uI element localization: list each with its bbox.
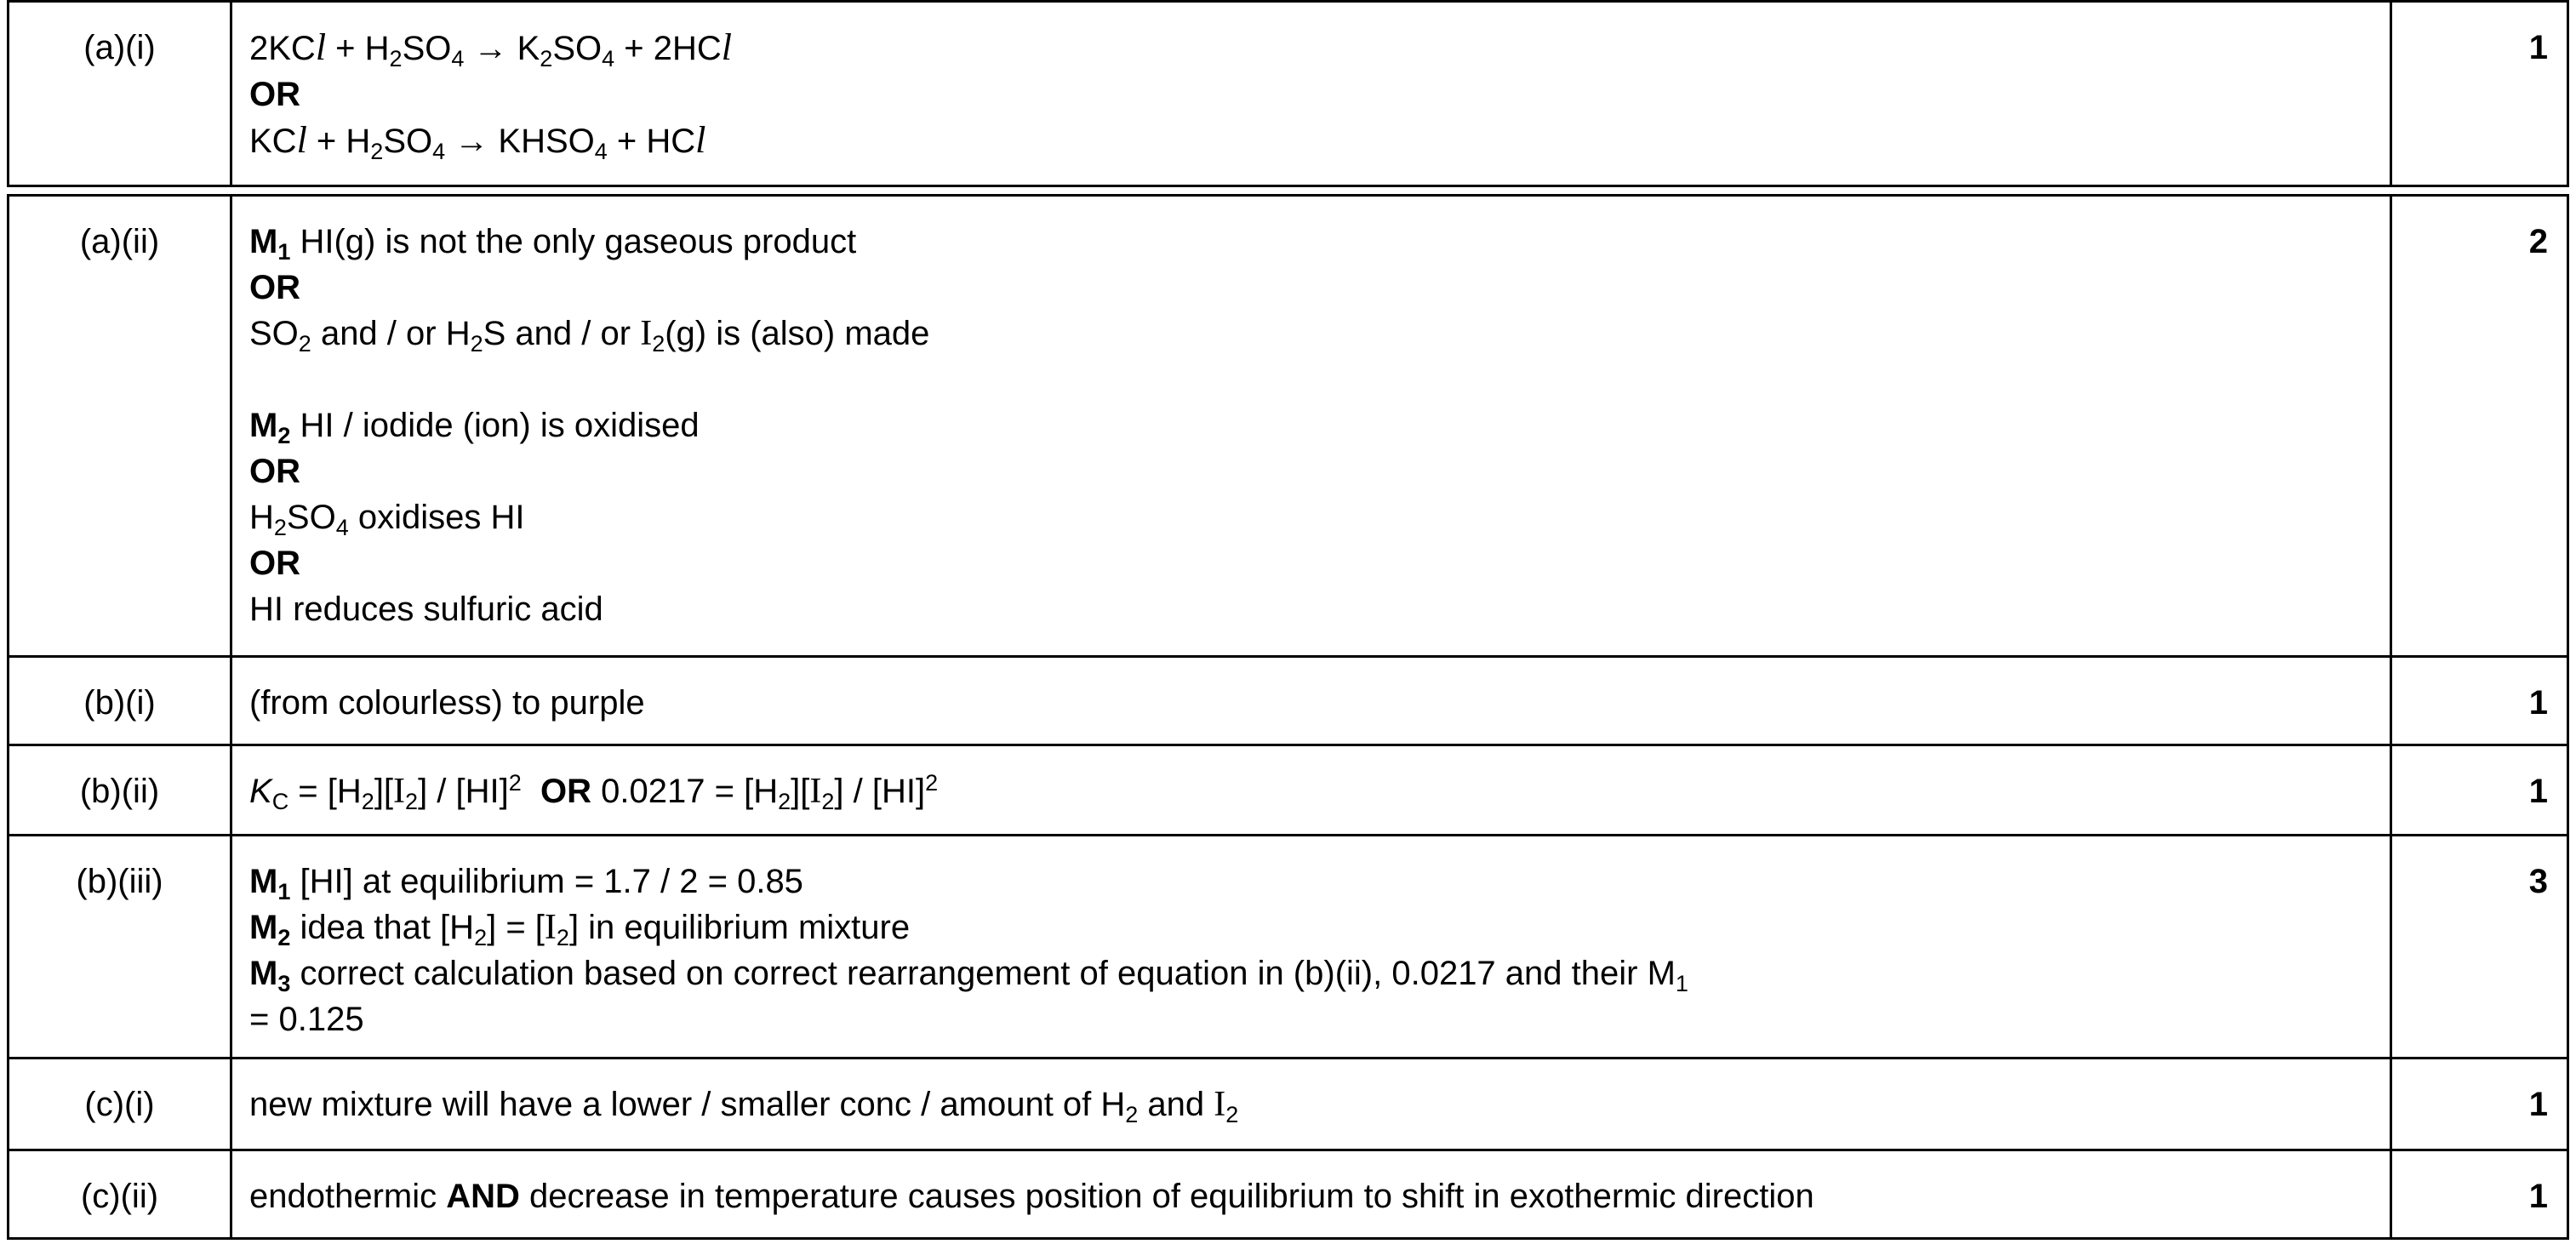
or-label: OR [540,773,592,810]
marks-cell: 1 [2528,773,2548,810]
marks-cell: 1 [2528,1086,2548,1123]
mark-point-text: [HI] at equilibrium = 1.7 / 2 = 0.85 [300,863,803,900]
answer-line: $H_2SO_4$ oxidises HI [249,499,525,540]
table-row [7,0,2569,187]
answer-line [249,1173,2373,1219]
marks-cell: 2 [2528,223,2548,260]
question-number: (a)(i) [9,3,232,185]
mark-point-text: correct calculation based on correct rearrangement of equation in (b)(ii), 0.0217 and their $M_1$ [300,955,1688,996]
equation-line: $2KCl + H_2SO_4 \to K_2SO_4 + 2HCl$ [249,26,732,71]
answer-line: new mixture will have a lower / smaller conc / amount of $H_2$ and $I_2$ [249,1085,1239,1127]
answer-cell [232,3,2392,185]
mark-point-label: $M_1$ [249,223,291,265]
answer-cell [232,658,2392,744]
answer-line [249,859,2373,904]
or-label: OR [249,453,300,490]
question-number: (b)(iii) [9,836,232,1057]
mark-point-text: idea that $[H_2] = [I_2]$ in equilibrium mixture [300,908,911,950]
marks-cell: 1 [2528,684,2548,722]
question-number: (a)(ii) [9,197,232,655]
answer-line: $SO_2$ and / or $H_2S$ and / or $I_2(g)$ is (also) made [249,314,930,357]
mark-point-label: $M_2$ [249,407,291,448]
question-number: (c)(ii) [9,1151,232,1237]
answer-line: (from colourless) to purple [249,684,645,722]
answer-line [249,950,2373,996]
answer-line [249,402,2373,448]
answer-cell [232,197,2392,655]
table-row [7,1151,2569,1240]
answer-line [249,768,2373,814]
mark-point-text: HI(g) is not the only gaseous product [300,223,857,260]
answer-line: = 0.125 [249,1001,364,1038]
or-label: OR [249,76,300,113]
and-label: AND [446,1178,520,1215]
answer-cell [232,836,2392,1057]
marks-cell: 1 [2528,29,2548,66]
mark-point-label: $M_2$ [249,909,291,950]
marks-cell: 3 [2528,863,2548,900]
answer-cell [232,746,2392,834]
question-number: (b)(i) [9,658,232,744]
table-row [7,658,2569,746]
question-number: (c)(i) [9,1059,232,1149]
kc-expression-numeric: $0.0217 = [H_2][I_2] / [HI]^2$ [601,770,939,814]
answer-line [249,219,2373,265]
marks-cell: 1 [2528,1178,2548,1215]
mark-point-text: HI / iodide (ion) is oxidised [300,407,700,444]
answer-cell [232,1059,2392,1149]
table-row [7,1059,2569,1151]
spacer [249,357,2373,402]
table-row [7,836,2569,1059]
kc-expression: $K_C = [H_2][I_2] / [HI]^2$ [249,770,522,814]
table-row [7,194,2569,658]
mark-scheme-table [7,0,2569,1240]
or-label: OR [249,269,300,306]
mark-point-label: $M_1$ [249,863,291,904]
answer-cell [232,1151,2392,1237]
answer-text: endothermic [249,1178,437,1215]
mark-point-label: $M_3$ [249,955,291,996]
answer-line [249,904,2373,950]
equation-line: KCl + $H_2SO_4$ → $KHSO_4$ + HCl [249,119,706,164]
answer-text: decrease in temperature causes position of equilibrium to shift in exothermic direction [529,1178,1814,1215]
answer-line: HI reduces sulfuric acid [249,591,603,628]
or-label: OR [249,545,300,582]
table-row [7,746,2569,836]
question-number: (b)(ii) [9,746,232,834]
